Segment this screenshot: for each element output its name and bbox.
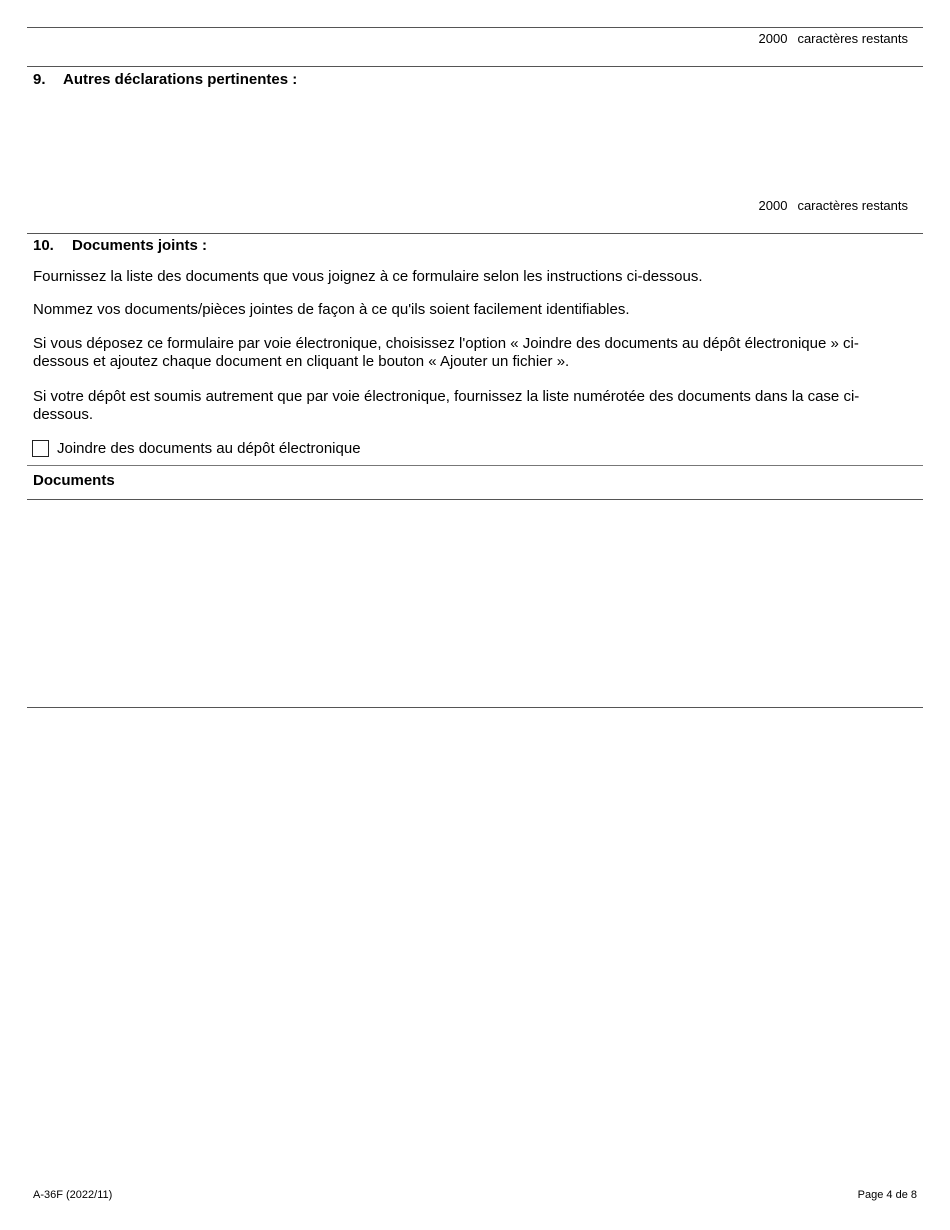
other-statements-textarea[interactable] [27,92,923,192]
section-10-top-rule [27,233,923,234]
section-8-char-label: caractères restants [797,31,908,46]
section-9-title: Autres déclarations pertinentes : [63,71,298,88]
attach-documents-checkbox[interactable] [32,440,49,457]
documents-top-rule [27,465,923,466]
instruction-paragraph-3: Si vous déposez ce formulaire par voie électronique, choisissez l'option « Joindre des documents au dépôt électronique » ci-dessous et ajoutez chaque document en cliquant le bouton « Ajouter un fichier ». [33,335,859,370]
section-8-char-count: 2000 [758,31,788,46]
section-10-heading [33,237,207,254]
section-8-top-rule [27,27,923,28]
attach-documents-option[interactable] [32,439,361,458]
page-number: Page 4 de 8 [857,1189,917,1201]
section-8-char-counter [759,31,908,46]
form-identifier: A-36F (2022/11) [33,1189,113,1201]
instruction-paragraph-1: Fournissez la liste des documents que vous joignez à ce formulaire selon les instructions ci-dessous. [33,268,703,285]
section-9-char-count: 2000 [758,198,788,213]
section-9-heading [33,71,297,88]
section-9-char-counter [759,198,908,213]
section-9-number: 9. [33,71,46,88]
section-9-char-label: caractères restants [797,198,908,213]
instruction-paragraph-4: Si votre dépôt est soumis autrement que par voie électronique, fournissez la liste numérotée des documents dans la case ci-dessous. [33,388,860,423]
documents-label: Documents [33,472,115,489]
attach-documents-label: Joindre des documents au dépôt électronique [57,440,361,457]
documents-list-textarea[interactable] [27,500,923,706]
instruction-paragraph-2: Nommez vos documents/pièces jointes de façon à ce qu'ils soient facilement identifiables. [33,301,630,318]
documents-bottom-rule [27,707,923,708]
section-9-top-rule [27,66,923,67]
section-10-number: 10. [33,237,54,254]
section-10-title: Documents joints : [72,237,208,254]
